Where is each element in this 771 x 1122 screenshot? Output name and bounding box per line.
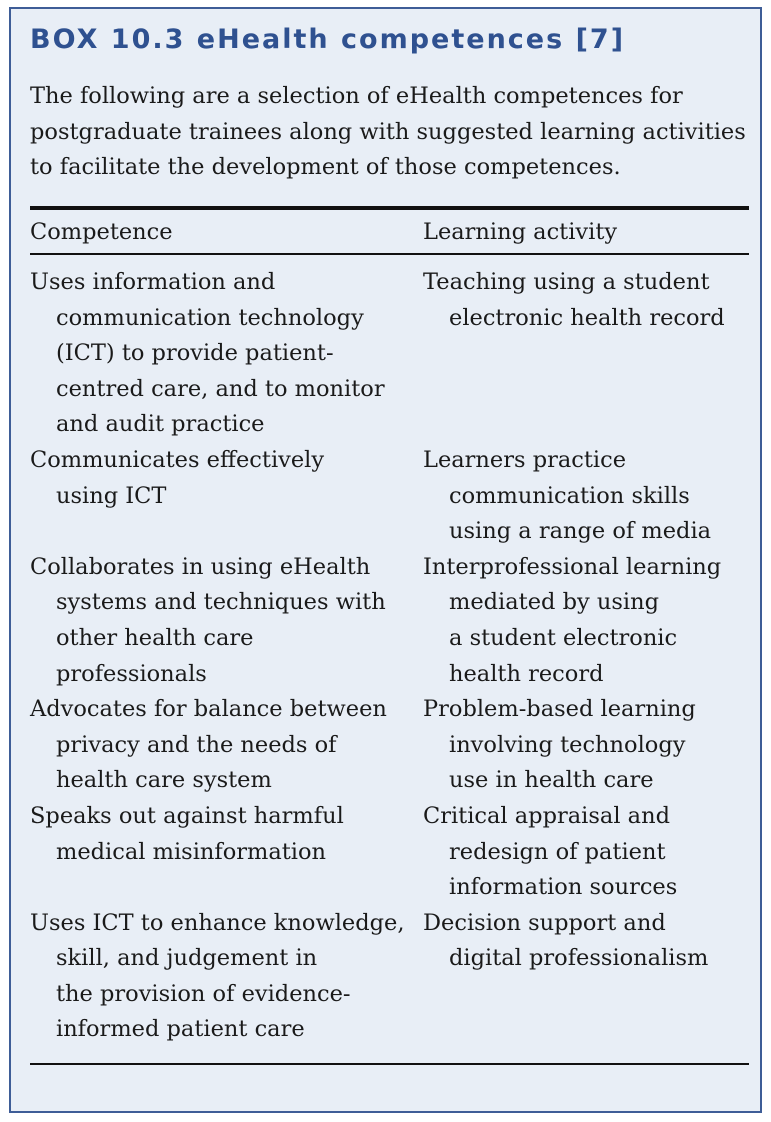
box-intro: The following are a selection of eHealth competences for postgraduate trainees along with suggested learning activities to facilitate the development of those competences. [30, 83, 746, 180]
table-row [30, 265, 749, 443]
column-header-competence: Competence [30, 219, 173, 245]
competence-cell: Collaborates in using eHealth systems and techniques with other health care professionals [30, 553, 386, 687]
box-title: BOX 10.3 eHealth competences [7] [30, 24, 626, 55]
column-header-learning-activity: Learning activity [423, 219, 618, 245]
header-rule [30, 253, 749, 255]
learning-activity-cell: Interprofessional learning mediated by using a student electronic health record [423, 553, 722, 687]
competence-cell: Speaks out against harmful medical misinformation [30, 802, 344, 865]
table-row [30, 906, 749, 1048]
learning-activity-cell: Problem-based learning involving technology use in health care [423, 696, 696, 794]
competence-cell: Uses ICT to enhance knowledge, skill, and judgement in the provision of evidence- informed patient care [30, 909, 405, 1043]
table-top-rule [30, 206, 749, 210]
competences-box [9, 7, 762, 1113]
learning-activity-cell: Teaching using a student electronic health record [423, 269, 725, 331]
table-row [30, 550, 749, 692]
learning-activity-cell: Critical appraisal and redesign of patient information sources [423, 802, 678, 901]
competence-cell: Advocates for balance between privacy and the needs of health care system [30, 696, 387, 794]
table-row [30, 799, 749, 906]
table-body [30, 265, 749, 1048]
table-row [30, 443, 749, 550]
competence-cell: Communicates effectively using ICT [30, 446, 325, 509]
table-row [30, 692, 749, 799]
table-bottom-rule [30, 1063, 749, 1065]
learning-activity-cell: Decision support and digital professionalism [423, 909, 709, 972]
learning-activity-cell: Learners practice communication skills using a range of media [423, 446, 712, 545]
competence-cell: Uses information and communication technology (ICT) to provide patient- centred care, and to monitor and audit practice [30, 269, 385, 438]
